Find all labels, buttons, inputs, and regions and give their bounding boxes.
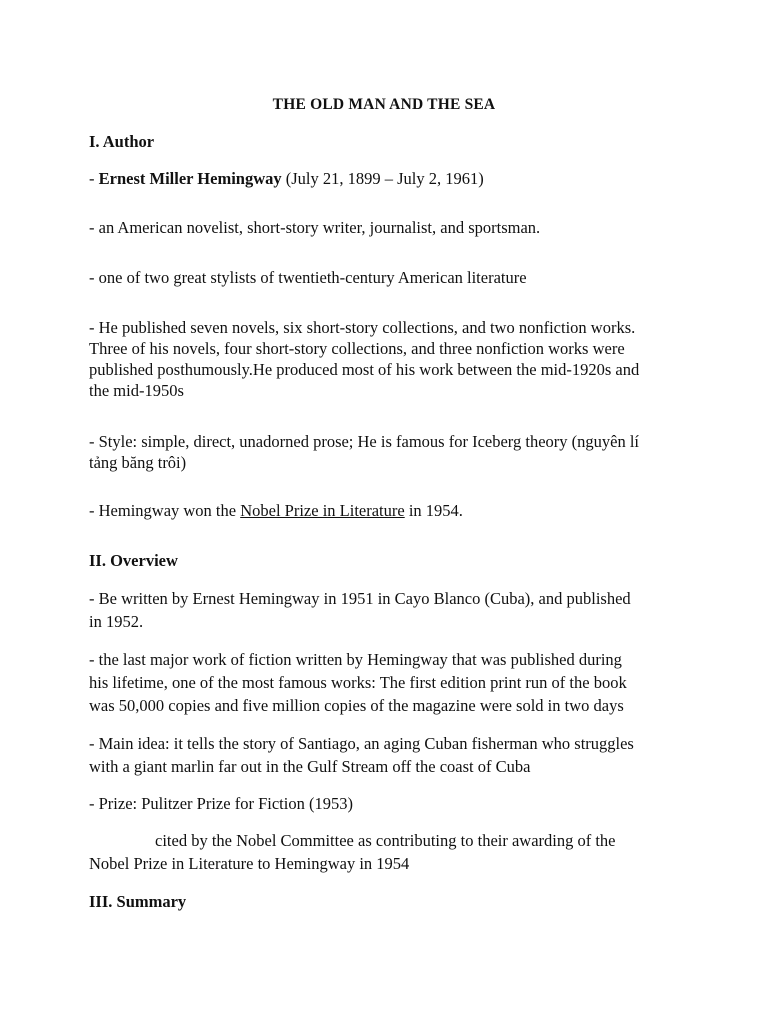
cited-line-1: cited by the Nobel Committee as contributing to their awarding of the — [155, 831, 616, 850]
nobel-prefix: - Hemingway won the — [89, 501, 241, 520]
section-heading-overview: II. Overview — [89, 551, 178, 570]
nobel-prize-link[interactable]: Nobel Prize in Literature — [240, 501, 405, 520]
style-line-1: - Style: simple, direct, unadorned prose; He is famous for Iceberg theory (nguyên lí — [89, 432, 640, 451]
author-dates: (July 21, 1899 – July 2, 1961) — [281, 169, 484, 188]
lastwork-line-2: his lifetime, one of the most famous works: The first edition print run of the book — [89, 673, 627, 692]
document-title: THE OLD MAN AND THE SEA — [272, 96, 496, 113]
published-line-1: - He published seven novels, six short-story collections, and two nonfiction works. — [89, 318, 636, 337]
nobel-suffix: in 1954. — [404, 501, 463, 520]
mainidea-line-1: - Main idea: it tells the story of Santiago, an aging Cuban fisherman who struggles — [89, 734, 634, 753]
mainidea-line-2: with a giant marlin far out in the Gulf Stream off the coast of Cuba — [89, 757, 531, 776]
cited-line-2: Nobel Prize in Literature to Hemingway in 1954 — [89, 854, 410, 873]
section-heading-author: I. Author — [89, 132, 155, 151]
style-line-2: tảng băng trôi) — [89, 453, 187, 472]
lastwork-line-3: was 50,000 copies and five million copies of the magazine were sold in two days — [89, 696, 624, 715]
author-line — [89, 169, 484, 189]
prize-line: - Prize: Pulitzer Prize for Fiction (1953) — [89, 794, 353, 813]
nobel-line — [89, 501, 463, 521]
author-prefix: - — [89, 169, 99, 188]
published-line-2: Three of his novels, four short-story collections, and three nonfiction works were — [89, 339, 625, 358]
written-line-2: in 1952. — [89, 612, 144, 631]
published-line-4: the mid-1950s — [89, 381, 184, 400]
written-line-1: - Be written by Ernest Hemingway in 1951 in Cayo Blanco (Cuba), and published — [89, 589, 631, 608]
published-line-3: published posthumously.He produced most of his work between the mid-1920s and — [89, 360, 640, 379]
lastwork-line-1: - the last major work of fiction written by Hemingway that was published during — [89, 650, 622, 669]
bullet-stylists: - one of two great stylists of twentieth-century American literature — [89, 268, 527, 287]
bullet-american: - an American novelist, short-story writer, journalist, and sportsman. — [89, 218, 541, 237]
author-name: Ernest Miller Hemingway — [98, 169, 282, 188]
section-heading-summary: III. Summary — [89, 892, 187, 911]
